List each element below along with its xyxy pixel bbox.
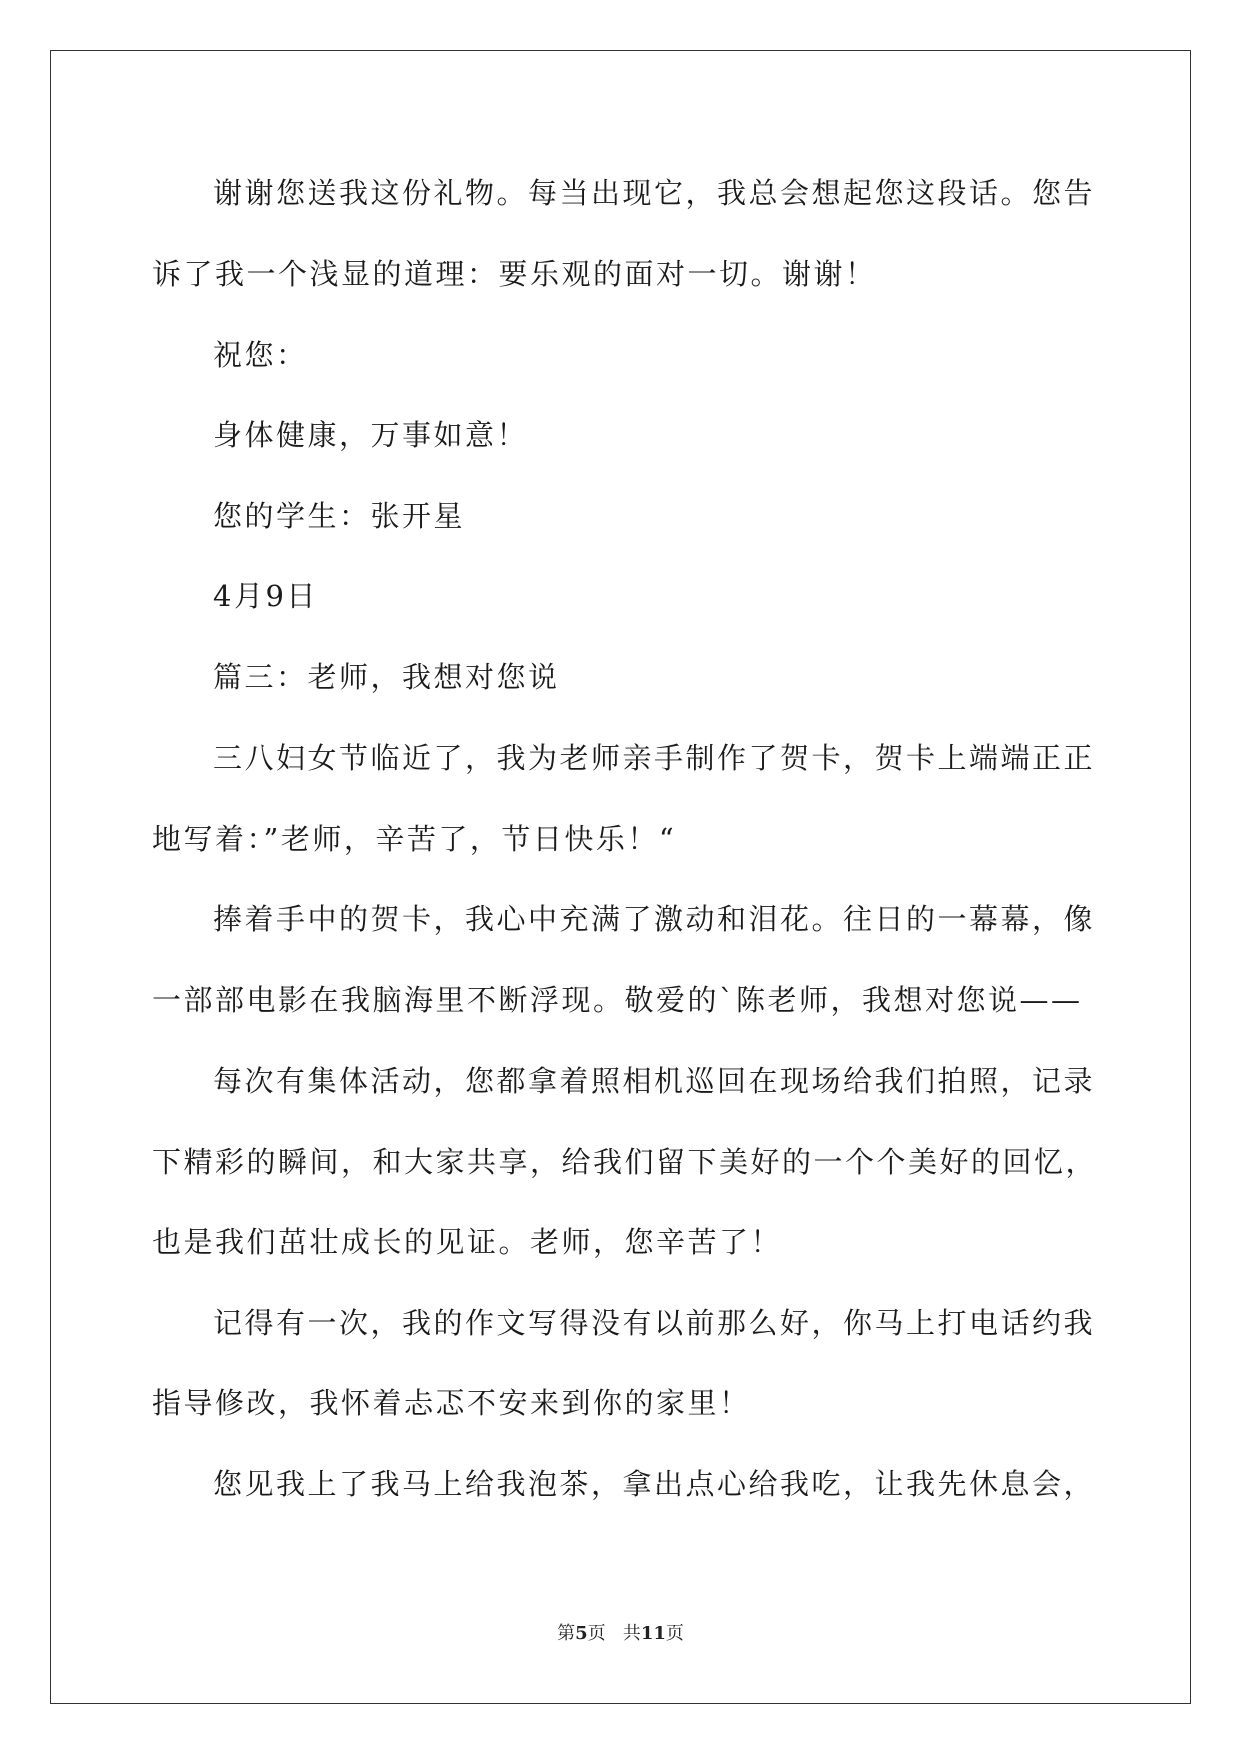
signature-line: 您的学生：张开星 <box>213 499 466 533</box>
footer-page-suffix: 页 <box>587 1623 606 1644</box>
body-line: 一部部电影在我脑海里不断浮现。敬爱的`陈老师，我想对您说—— <box>152 983 1083 1017</box>
footer-total-prefix: 共 <box>622 1623 641 1644</box>
section-heading: 篇三：老师，我想对您说 <box>213 660 560 694</box>
body-line: 捧着手中的贺卡，我心中充满了激动和泪花。往日的一幕幕，像 <box>213 902 1096 936</box>
current-page-number: 5 <box>575 1623 588 1644</box>
body-line: 谢谢您送我这份礼物。每当出现它，我总会想起您这段话。您告 <box>213 176 1096 210</box>
date-line: 4月9日 <box>213 579 318 613</box>
page-footer <box>0 1623 1241 1645</box>
body-line: 指导修改，我怀着忐忑不安来到你的家里！ <box>152 1386 751 1420</box>
footer-prefix: 第 <box>557 1623 576 1644</box>
page-border <box>50 50 1191 1704</box>
body-line: 您见我上了我马上给我泡茶，拿出点心给我吃，让我先休息会， <box>213 1467 1096 1501</box>
total-pages-number: 11 <box>640 1623 666 1644</box>
body-line: 下精彩的瞬间，和大家共享，给我们留下美好的一个个美好的回忆， <box>152 1145 1098 1179</box>
footer-total-suffix: 页 <box>665 1623 684 1644</box>
body-line: 诉了我一个浅显的道理：要乐观的面对一切。谢谢！ <box>152 257 877 291</box>
body-line: 记得有一次，我的作文写得没有以前那么好，你马上打电话约我 <box>213 1306 1096 1340</box>
greeting-line: 祝您： <box>213 338 308 372</box>
body-line: 每次有集体活动，您都拿着照相机巡回在现场给我们拍照，记录 <box>213 1064 1096 1098</box>
body-line: 地写着：”老师，辛苦了，节日快乐！“ <box>152 822 677 856</box>
body-line: 也是我们茁壮成长的见证。老师，您辛苦了！ <box>152 1225 783 1259</box>
wish-line: 身体健康，万事如意！ <box>213 418 529 452</box>
body-line: 三八妇女节临近了，我为老师亲手制作了贺卡，贺卡上端端正正 <box>213 741 1096 775</box>
